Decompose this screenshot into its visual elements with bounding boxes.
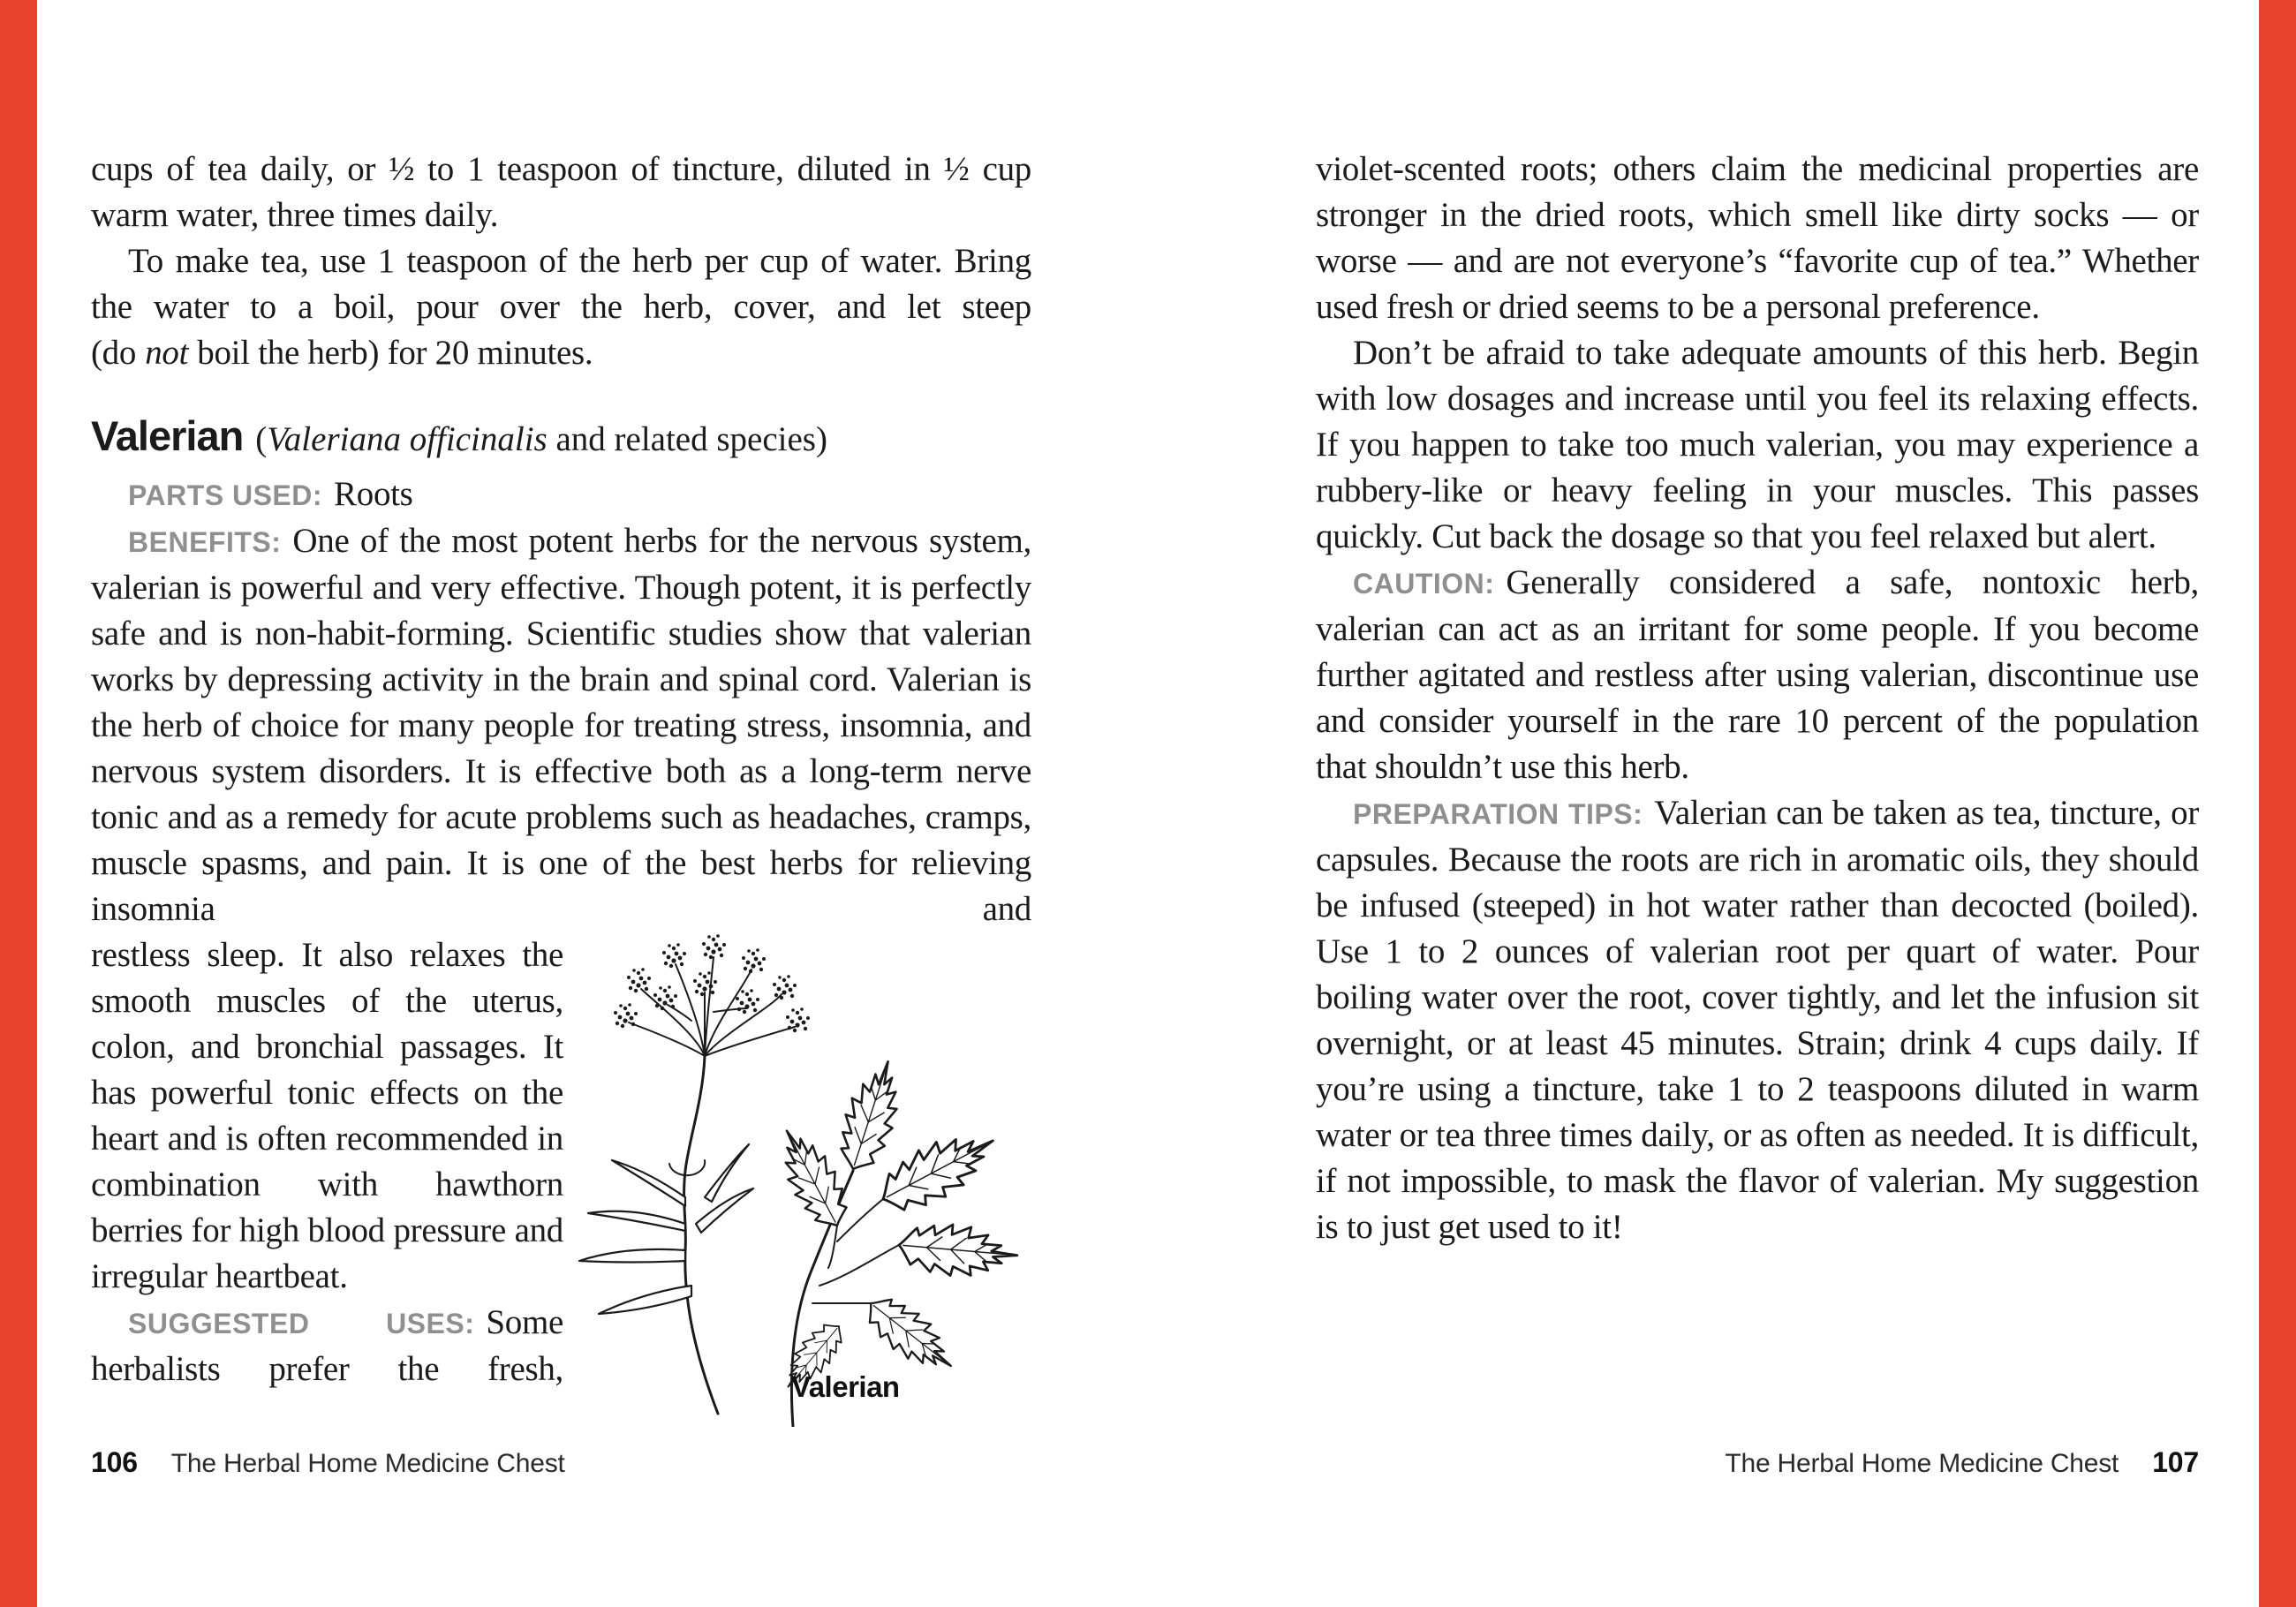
caution-label: CAUTION: bbox=[1353, 568, 1495, 600]
left-page-text-column bbox=[91, 147, 1031, 1431]
benefits-label: BENEFITS: bbox=[128, 526, 282, 558]
illustration-caption: Valerian bbox=[791, 1370, 900, 1403]
latin-name: Valeriana officinalis bbox=[267, 420, 548, 458]
preparation-tips-paragraph bbox=[1316, 790, 2199, 1250]
page-number: 106 bbox=[91, 1446, 138, 1478]
benefits-paragraph-continued bbox=[91, 932, 563, 1300]
emphasized-word: not bbox=[145, 334, 189, 372]
parts-used-label: PARTS USED: bbox=[128, 479, 323, 511]
herb-name: Valerian bbox=[91, 412, 244, 459]
text-wrap-row bbox=[91, 932, 1031, 1431]
caution-text: Generally considered a safe, nontoxic herb, valerian can act as an irritant for some people. If you become further agitated and restless after using valerian, discontinue use and consider yourself in the rare 10 percent of the population that shouldn’t use this herb. bbox=[1316, 563, 2199, 786]
species-name: (Valeriana officinalis and related species) bbox=[255, 420, 827, 458]
suggested-uses-label: SUGGESTED USES: bbox=[128, 1308, 475, 1339]
suggested-uses-text: Some herbalists prefer the fresh, bbox=[91, 1303, 563, 1388]
right-page-text-column bbox=[1316, 147, 2199, 1250]
parts-used-value: Roots bbox=[334, 475, 413, 513]
running-title: The Herbal Home Medicine Chest bbox=[1725, 1449, 2119, 1478]
paragraph-text: Don’t be afraid to take adequate amounts of this herb. Begin with low dosages and increase until you feel its relaxing effects. If you happen to take too much valerian, you may experience a rubbery-like or heavy feeling in your muscles. This passes quickly. Cut back the dosage so that you feel relaxed but alert. bbox=[1316, 334, 2199, 555]
paragraph-text: violet-scented roots; others claim the medicinal properties are stronger in the dried roots, which smell like dirty socks — or worse — and are not everyone’s “favorite cup of tea.” Whether used fresh or dried seems to be a personal preference. bbox=[1316, 150, 2199, 326]
narrow-text-column bbox=[91, 932, 563, 1392]
preparation-tips-text: Valerian can be taken as tea, tincture, or capsules. Because the roots are rich in aromatic oils, they should be infused (steeped) in hot water rather than decocted (boiled). Use 1 to 2 ounces of valerian root per quart of water. Pour boiling water over the root, cover tightly, and let the infusion sit overnight, or at least 45 minutes. Strain; drink 4 cups daily. If you’re using a tincture, take 1 to 2 teaspoons diluted in warm water or tea three times daily, or as often as needed. It is difficult, if not impossible, to mask the flavor of valerian. My suggestion is to just get used to it! bbox=[1316, 794, 2200, 1246]
parts-used-line bbox=[91, 472, 1031, 518]
benefits-text-continued: restless sleep. It also relaxes the smooth muscles of the uterus, colon, and bronchial passages. It has powerful tonic effects on the heart and is often recommended in combination with hawthorn berries for high blood pressure and irregular heartbeat. bbox=[91, 936, 563, 1295]
benefits-text: One of the most potent herbs for the nervous system, valerian is powerful and very effective. Though potent, it is perfectly safe and is non-habit-forming. Scientific studies show that valerian works by depressing activity in the brain and spinal cord. Valerian is the herb of choice for many people for treating stress, insomnia, and nervous system disorders. It is effective both as a long-term nerve tonic and as a remedy for acute problems such as headaches, cramps, muscle spasms, and pain. It is one of the best herbs for relieving insomnia and bbox=[91, 522, 1031, 928]
valerian-plant-illustration bbox=[563, 932, 1031, 1431]
benefits-paragraph bbox=[91, 518, 1031, 932]
botanical-line-drawing bbox=[572, 932, 1031, 1427]
paragraph-roots-preference bbox=[1316, 147, 2199, 330]
paragraph-make-tea bbox=[91, 238, 1031, 376]
paragraph-text: boil the herb) for 20 minutes. bbox=[197, 334, 593, 372]
book-cover-edge-left bbox=[0, 0, 37, 1607]
left-page-footer bbox=[91, 1446, 565, 1479]
preparation-tips-label: PREPARATION TIPS: bbox=[1353, 798, 1643, 830]
suggested-uses-paragraph bbox=[91, 1300, 563, 1392]
right-page-footer bbox=[1316, 1446, 2199, 1479]
page-number: 107 bbox=[2152, 1446, 2199, 1478]
caution-paragraph bbox=[1316, 560, 2199, 790]
paragraph-tea-dosage bbox=[91, 147, 1031, 238]
paragraph-dosage-advice bbox=[1316, 330, 2199, 560]
book-cover-edge-right bbox=[2259, 0, 2296, 1607]
paragraph-text: To make tea, use 1 teaspoon of the herb per cup of water. Bring the water to a boil, pour over the herb, cover, and let steep (do bbox=[91, 242, 1031, 372]
entry-heading-valerian bbox=[91, 411, 1031, 464]
paragraph-text: cups of tea daily, or ½ to 1 teaspoon of tincture, diluted in ½ cup warm water, three times daily. bbox=[91, 150, 1031, 234]
running-title: The Herbal Home Medicine Chest bbox=[170, 1449, 565, 1478]
